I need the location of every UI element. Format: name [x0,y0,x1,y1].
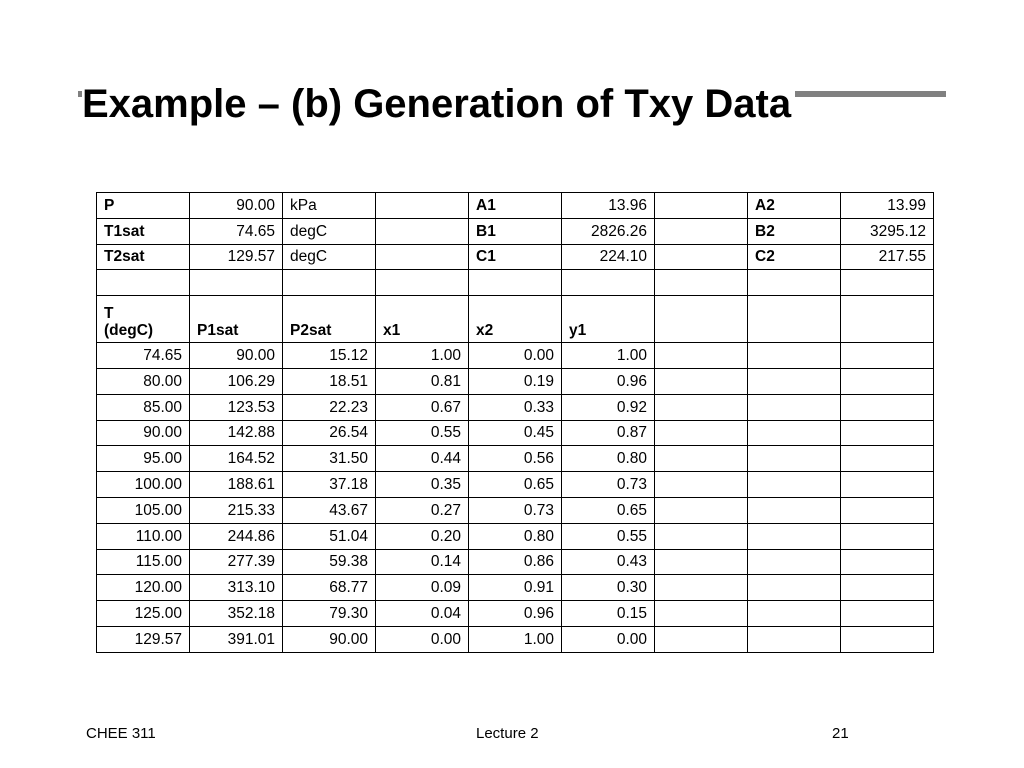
table-cell [841,472,934,498]
table-cell: 188.61 [190,472,283,498]
table-cell: 0.86 [469,549,562,575]
table-cell: 164.52 [190,446,283,472]
param-row [97,193,934,219]
table-cell [748,368,841,394]
table-cell [748,420,841,446]
table-cell [655,549,748,575]
param-cell [376,270,469,296]
table-cell: 391.01 [190,626,283,652]
table-cell [841,420,934,446]
table-cell: 0.96 [562,368,655,394]
table-cell: 0.44 [376,446,469,472]
column-header: P2sat [283,296,376,343]
table-cell: 0.30 [562,575,655,601]
table-cell [841,601,934,627]
table-cell [655,601,748,627]
table-cell: 1.00 [469,626,562,652]
table-cell [841,575,934,601]
table-row [97,626,934,652]
table-row [97,420,934,446]
column-header [748,296,841,343]
param-cell: 129.57 [190,244,283,270]
param-cell [283,270,376,296]
param-cell [562,270,655,296]
column-header: y1 [562,296,655,343]
table-cell: 43.67 [283,497,376,523]
table-cell: 0.00 [562,626,655,652]
table-cell [748,549,841,575]
table-cell [655,497,748,523]
table-cell: 0.55 [562,523,655,549]
table-cell: 244.86 [190,523,283,549]
table-cell: 313.10 [190,575,283,601]
table-cell [841,394,934,420]
table-cell: 0.45 [469,420,562,446]
table-cell: 0.81 [376,368,469,394]
table-cell: 0.14 [376,549,469,575]
table-cell: 0.15 [562,601,655,627]
param-cell: degC [283,244,376,270]
table-cell: 0.92 [562,394,655,420]
param-cell [655,244,748,270]
table-cell [841,343,934,369]
table-row [97,497,934,523]
table-cell: 18.51 [283,368,376,394]
param-cell [376,218,469,244]
table-cell: 0.80 [469,523,562,549]
table-cell: 0.43 [562,549,655,575]
param-cell [190,270,283,296]
table-cell: 0.00 [469,343,562,369]
table-row [97,446,934,472]
column-header: T (degC) [97,296,190,343]
table-cell: 0.87 [562,420,655,446]
param-cell [655,270,748,296]
table-cell: 0.27 [376,497,469,523]
table-row [97,549,934,575]
table-cell: 129.57 [97,626,190,652]
table-cell: 0.65 [562,497,655,523]
param-cell [376,244,469,270]
table-cell: 74.65 [97,343,190,369]
table-row [97,601,934,627]
table-cell: 15.12 [283,343,376,369]
table-cell: 110.00 [97,523,190,549]
table-row [97,472,934,498]
table-cell: 120.00 [97,575,190,601]
table-cell: 80.00 [97,368,190,394]
table-row [97,394,934,420]
column-header: x2 [469,296,562,343]
table-cell [655,446,748,472]
param-cell: 224.10 [562,244,655,270]
param-cell: B1 [469,218,562,244]
param-cell: 13.96 [562,193,655,219]
table-cell: 0.65 [469,472,562,498]
param-cell: T1sat [97,218,190,244]
table-cell: 0.56 [469,446,562,472]
table-cell: 0.73 [469,497,562,523]
table-cell [748,472,841,498]
table-cell: 26.54 [283,420,376,446]
table-cell: 0.20 [376,523,469,549]
slide-title [82,78,795,130]
param-row [97,270,934,296]
table-cell: 95.00 [97,446,190,472]
param-cell: B2 [748,218,841,244]
table-cell [655,343,748,369]
param-row [97,244,934,270]
table-cell: 90.00 [283,626,376,652]
param-cell [748,270,841,296]
column-header [841,296,934,343]
param-cell: C1 [469,244,562,270]
table-cell [748,523,841,549]
table-row [97,523,934,549]
param-cell: 13.99 [841,193,934,219]
table-cell: 115.00 [97,549,190,575]
table-cell: 68.77 [283,575,376,601]
table-cell: 85.00 [97,394,190,420]
table-cell: 90.00 [190,343,283,369]
table-cell [841,446,934,472]
table-cell: 0.00 [376,626,469,652]
param-cell [97,270,190,296]
param-cell: degC [283,218,376,244]
table-row [97,368,934,394]
param-cell: C2 [748,244,841,270]
table-cell: 277.39 [190,549,283,575]
table-cell: 105.00 [97,497,190,523]
table-cell [841,368,934,394]
table-cell: 0.55 [376,420,469,446]
table-cell: 59.38 [283,549,376,575]
table-cell: 0.96 [469,601,562,627]
txy-data-table [96,192,934,653]
table-cell [655,394,748,420]
table-cell [748,394,841,420]
column-header: x1 [376,296,469,343]
table-cell: 0.19 [469,368,562,394]
footer-course: CHEE 311 [86,725,156,742]
param-cell: 90.00 [190,193,283,219]
table-cell [748,626,841,652]
table-cell [841,626,934,652]
param-cell: T2sat [97,244,190,270]
param-cell: 3295.12 [841,218,934,244]
footer-lecture: Lecture 2 [476,725,539,742]
param-cell: 74.65 [190,218,283,244]
param-cell: 217.55 [841,244,934,270]
table-cell [655,626,748,652]
table-cell: 0.09 [376,575,469,601]
column-header [655,296,748,343]
table-row [97,575,934,601]
table-cell: 0.33 [469,394,562,420]
column-header: P1sat [190,296,283,343]
table-cell: 215.33 [190,497,283,523]
table-cell [841,523,934,549]
param-cell [841,270,934,296]
param-cell [655,218,748,244]
table-cell: 51.04 [283,523,376,549]
param-cell: A1 [469,193,562,219]
table-cell [748,343,841,369]
footer-slide-number: 21 [832,725,849,742]
table-cell [655,368,748,394]
table-cell: 0.80 [562,446,655,472]
table-cell: 0.91 [469,575,562,601]
table-cell: 123.53 [190,394,283,420]
table-cell: 352.18 [190,601,283,627]
table-cell: 90.00 [97,420,190,446]
param-cell: P [97,193,190,219]
table-cell: 22.23 [283,394,376,420]
table-cell: 1.00 [376,343,469,369]
table-cell [655,575,748,601]
table-cell [841,549,934,575]
param-cell: 2826.26 [562,218,655,244]
table-cell [748,497,841,523]
table-cell: 106.29 [190,368,283,394]
param-cell [655,193,748,219]
table-cell: 31.50 [283,446,376,472]
param-cell: A2 [748,193,841,219]
table-cell [655,472,748,498]
txy-table-body [97,193,934,653]
table-cell: 100.00 [97,472,190,498]
table-cell: 37.18 [283,472,376,498]
table-cell: 142.88 [190,420,283,446]
table-cell: 0.04 [376,601,469,627]
param-cell [376,193,469,219]
table-cell [748,601,841,627]
param-row [97,218,934,244]
table-cell: 1.00 [562,343,655,369]
table-cell [748,575,841,601]
table-cell [655,420,748,446]
table-cell: 0.35 [376,472,469,498]
slide-title-text: Example – (b) Generation of Txy Data [82,82,795,126]
table-cell: 0.73 [562,472,655,498]
table-cell: 0.67 [376,394,469,420]
param-cell: kPa [283,193,376,219]
table-row [97,343,934,369]
table-cell: 79.30 [283,601,376,627]
column-header-row [97,296,934,343]
table-cell: 125.00 [97,601,190,627]
param-cell [469,270,562,296]
table-cell [655,523,748,549]
table-cell [748,446,841,472]
table-cell [841,497,934,523]
